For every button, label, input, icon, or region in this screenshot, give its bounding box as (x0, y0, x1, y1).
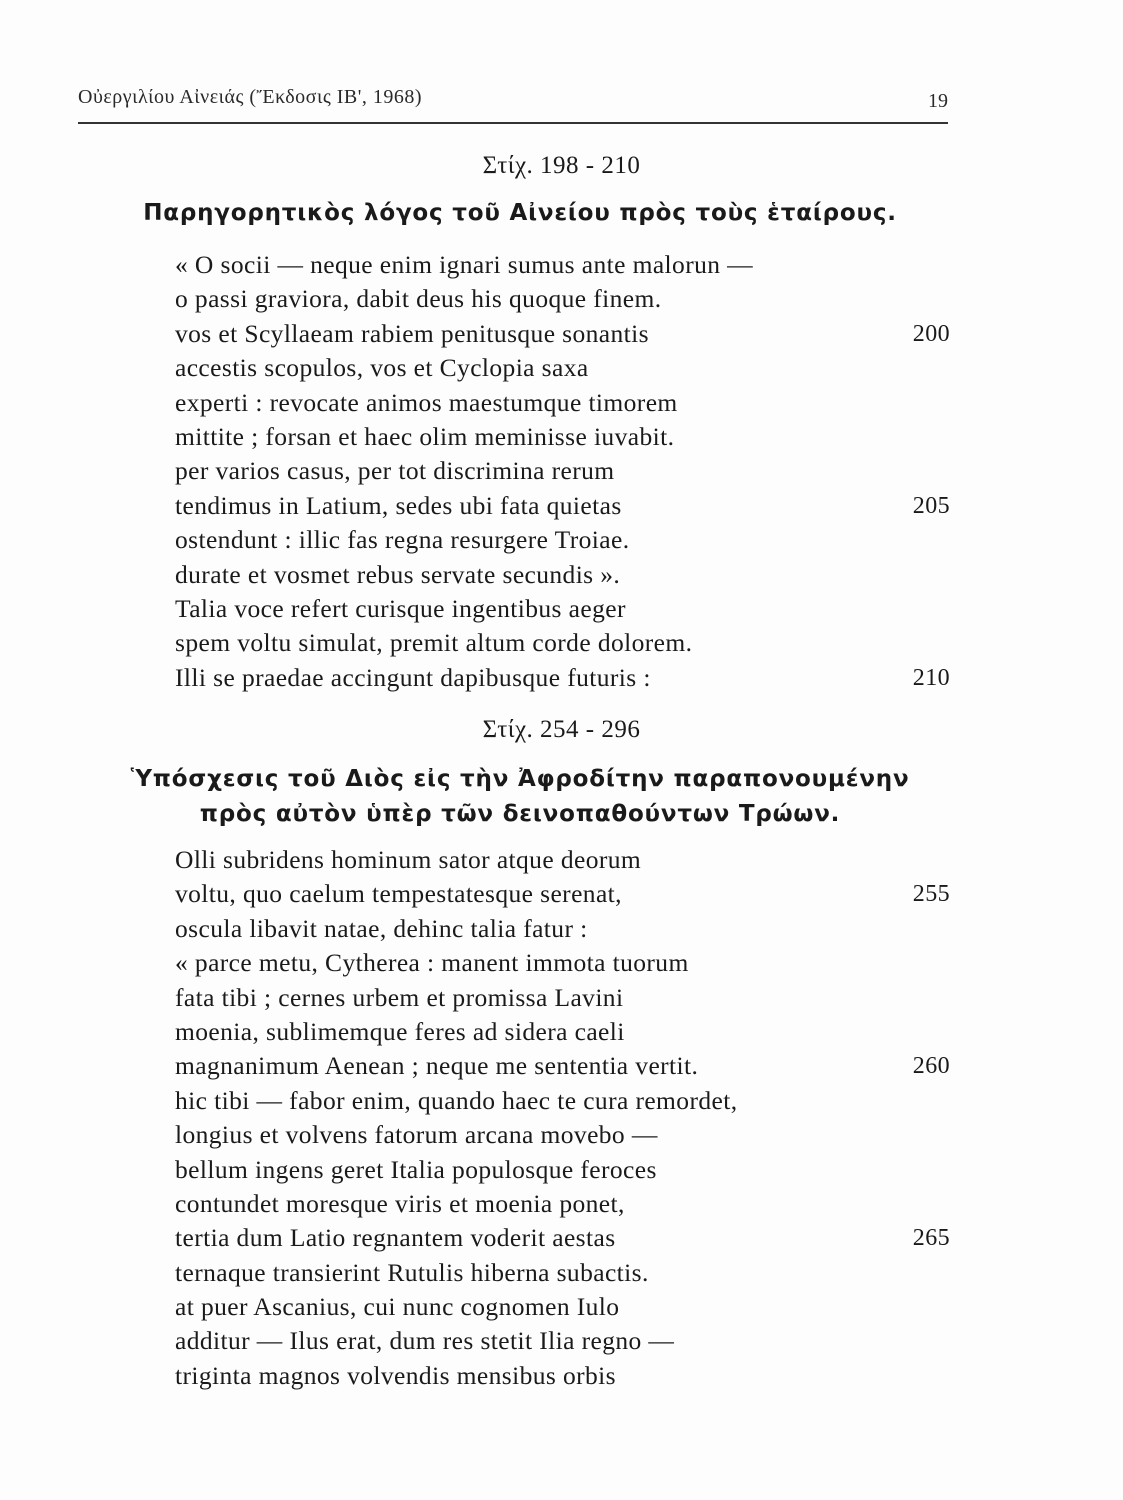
verse-block (175, 248, 950, 695)
line-number: 260 (912, 1053, 950, 1080)
verse-text: Olli subridens hominum sator atque deorum (175, 845, 642, 874)
verse-line (175, 877, 950, 911)
verse-text: accestis scopulos, vos et Cyclopia saxa (175, 353, 589, 383)
verse-text: additur — Ilus erat, dum res stetit Ilia regno — (175, 1326, 675, 1356)
verse-text: Talia voce refert curisque ingentibus aeger (175, 593, 626, 623)
line-number: 205 (912, 492, 950, 519)
verse-text: voltu, quo caelum tempestatesque serenat, (175, 879, 622, 909)
page-number: 19 (928, 90, 948, 112)
verse-text: hic tibi — fabor enim, quando haec te cura remordet, (175, 1085, 738, 1115)
section-title-line: πρὸς αὐτὸν ὑπὲρ τῶν δεινοπαθούντων Τρώων. (199, 801, 841, 827)
section-title-line: Ὑπόσχεσις τοῦ Διὸς εἰς τὴν Ἀφροδίτην παραπονουμένην (130, 766, 910, 792)
verse-line (175, 317, 950, 351)
verse-text: bellum ingens geret Italia populosque feroces (175, 1154, 657, 1184)
line-number: 255 (912, 881, 950, 908)
line-number: 210 (912, 664, 950, 691)
verse-line (175, 248, 950, 282)
verse-text: experti : revocate animos maestumque timorem (175, 387, 678, 417)
verse-text: oscula libavit natae, dehinc talia fatur : (175, 913, 588, 943)
verse-line (175, 1324, 950, 1358)
verse-line (175, 981, 950, 1015)
verse-line (175, 386, 950, 420)
verse-text: « parce metu, Cytherea : manent immota tuorum (175, 948, 689, 978)
verse-text: vos et Scyllaeam rabiem penitusque sonantis (175, 318, 649, 348)
verse-text: ternaque transierint Rutulis hiberna subactis. (175, 1257, 649, 1287)
verse-line (175, 1118, 950, 1152)
verse-line (175, 1049, 950, 1083)
running-title: Οὐεργιλίου Αἰνειάς (Ἔκδοσις ΙΒ', 1968) (78, 86, 423, 108)
verse-line (175, 1015, 950, 1049)
verse-line (175, 454, 950, 488)
line-number: 265 (912, 1225, 950, 1252)
verse-text: mittite ; forsan et haec olim meminisse iuvabit. (175, 421, 675, 451)
verse-line (175, 1359, 950, 1393)
section-title (100, 196, 940, 231)
verse-text: durate et vosmet rebus servate secundis ». (175, 559, 621, 589)
verse-line (175, 1153, 950, 1187)
verse-line (175, 946, 950, 980)
verse-line (175, 1256, 950, 1290)
header-rule (78, 122, 948, 124)
verse-line (175, 523, 950, 557)
verse-line (175, 1187, 950, 1221)
line-number: 200 (912, 320, 950, 347)
verse-text: tertia dum Latio regnantem voderit aestas (175, 1223, 616, 1253)
verse-line (175, 626, 950, 660)
verse-line (175, 1290, 950, 1324)
verse-block (175, 843, 950, 1393)
verse-line (175, 843, 950, 877)
verse-line (175, 592, 950, 626)
running-header (78, 86, 948, 116)
verse-text: « O socii — neque enim ignari sumus ante malorun — (175, 250, 754, 279)
verse-text: ostendunt : illic fas regna resurgere Troiae. (175, 525, 630, 555)
verse-text: magnanimum Aenean ; neque me sententia vertit. (175, 1051, 699, 1081)
verse-line (175, 282, 950, 316)
verse-text: Illi se praedae accingunt dapibusque futuris : (175, 662, 651, 692)
verse-text: spem voltu simulat, premit altum corde dolorem. (175, 628, 693, 658)
verse-text: o passi graviora, dabit deus his quoque finem. (175, 284, 662, 314)
verse-text: fata tibi ; cernes urbem et promissa Lavini (175, 982, 624, 1012)
verse-text: triginta magnos volvendis mensibus orbis (175, 1360, 616, 1390)
verse-line (175, 1221, 950, 1255)
verse-line (175, 489, 950, 523)
section-title (100, 762, 940, 832)
verse-line (175, 1084, 950, 1118)
verse-text: longius et volvens fatorum arcana movebo — (175, 1120, 658, 1150)
verse-line (175, 420, 950, 454)
verse-text: moenia, sublimemque feres ad sidera caeli (175, 1016, 625, 1046)
section-title-line: Παρηγορητικὸς λόγος τοῦ Αἰνείου πρὸς τοὺς ἑταίρους. (143, 200, 897, 226)
verse-text: per varios casus, per tot discrimina rerum (175, 456, 615, 486)
verse-line (175, 661, 950, 695)
verse-line (175, 351, 950, 385)
verse-text: at puer Ascanius, cui nunc cognomen Iulo (175, 1292, 620, 1322)
verse-text: contundet moresque viris et moenia ponet, (175, 1188, 625, 1218)
section-reference: Στίχ. 254 - 296 (482, 716, 641, 743)
section-reference: Στίχ. 198 - 210 (482, 152, 641, 179)
verse-line (175, 912, 950, 946)
verse-line (175, 558, 950, 592)
verse-text: tendimus in Latium, sedes ubi fata quietas (175, 490, 622, 520)
